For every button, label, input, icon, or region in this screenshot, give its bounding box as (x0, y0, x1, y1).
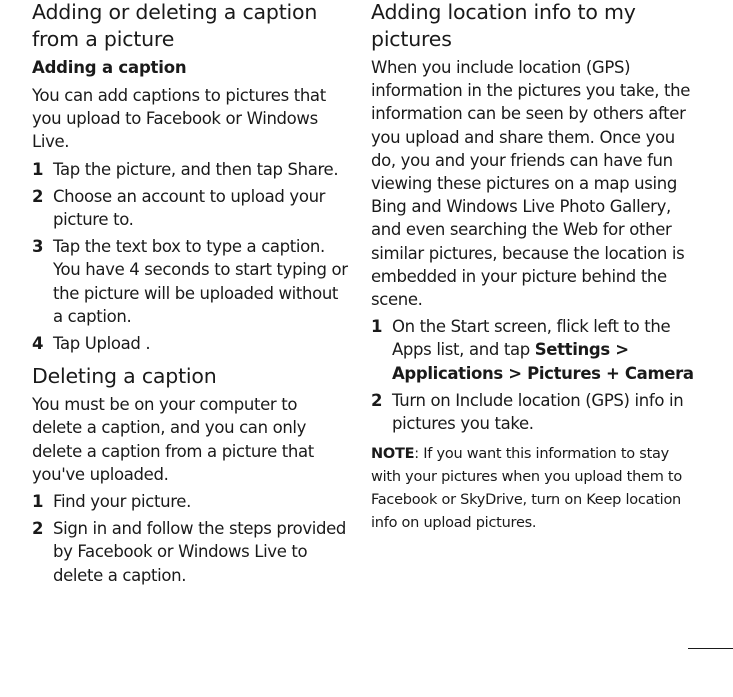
step-number: 1 (32, 159, 44, 179)
page-footer-rule (688, 648, 733, 649)
step-item (32, 517, 350, 587)
section-title-location-info (371, 0, 701, 53)
adding-caption-steps (32, 158, 350, 356)
note-label: NOTE (371, 446, 415, 463)
step-number: 4 (32, 334, 44, 354)
title-line-2: from a picture (32, 27, 175, 51)
location-info-intro: When you include location (GPS) information in the pictures you take, the information can be seen by others after you upload and share them. Once you do, you and your friends can have fun viewing these pictures on a map using Bing and Windows Live Photo Gallery, and even searching the Web for other similar pictures, because the location is embedded in your picture behind the scene. (371, 58, 691, 310)
note-paragraph (371, 443, 701, 535)
title-line-2: pictures (371, 27, 452, 51)
step-text: Find your picture. (53, 492, 191, 512)
step-number: 3 (32, 237, 44, 257)
step-number: 2 (371, 390, 383, 410)
step-number: 1 (371, 317, 383, 337)
step-text: Tap the picture, and then tap Share. (53, 159, 339, 179)
note-text: : If you want this information to stay with your pictures when you upload them to Facebook or SkyDrive, turn on Keep location info on upload pictures. (371, 446, 682, 532)
step-text: Tap Upload . (53, 334, 151, 354)
deleting-caption-intro: You must be on your computer to delete a caption, and you can only delete a caption from a picture that you've uploaded. (32, 395, 314, 484)
step-text: Tap the text box to type a caption. You have 4 seconds to start typing or the picture will be uploaded without a caption. (53, 237, 348, 326)
title-line-1: Adding or deleting a caption (32, 0, 318, 24)
section-title-deleting-caption: Deleting a caption (32, 364, 217, 389)
left-column (32, 0, 350, 587)
step-text: Choose an account to upload your picture to. (53, 186, 326, 230)
step-number: 2 (32, 519, 44, 539)
deleting-caption-steps (32, 490, 350, 587)
adding-caption-intro: You can add captions to pictures that you upload to Facebook or Windows Live. (32, 86, 326, 152)
step-text (392, 315, 701, 385)
step-item (32, 490, 350, 513)
step-number: 1 (32, 492, 44, 512)
section-title-adding-deleting-caption (32, 0, 350, 53)
step-item (32, 185, 350, 231)
step-item (371, 389, 701, 435)
step-item (371, 315, 701, 385)
step-item (32, 332, 350, 355)
title-line-1: Adding location info to my (371, 0, 636, 24)
right-column (371, 0, 701, 535)
step-number: 2 (32, 186, 44, 206)
step-plain-text: On the Start screen, flick left to the Apps list, and tap (392, 317, 671, 360)
step-text: Sign in and follow the steps provided by Facebook or Windows Live to delete a caption. (53, 519, 347, 585)
location-info-steps (371, 315, 701, 435)
subheading-adding-caption: Adding a caption (32, 58, 187, 77)
step-text: Turn on Include location (GPS) info in pictures you take. (392, 390, 684, 434)
step-item (32, 235, 350, 328)
step-item (32, 158, 350, 181)
settings-path: Settings > Applications > Pictures + Camera (392, 340, 694, 383)
